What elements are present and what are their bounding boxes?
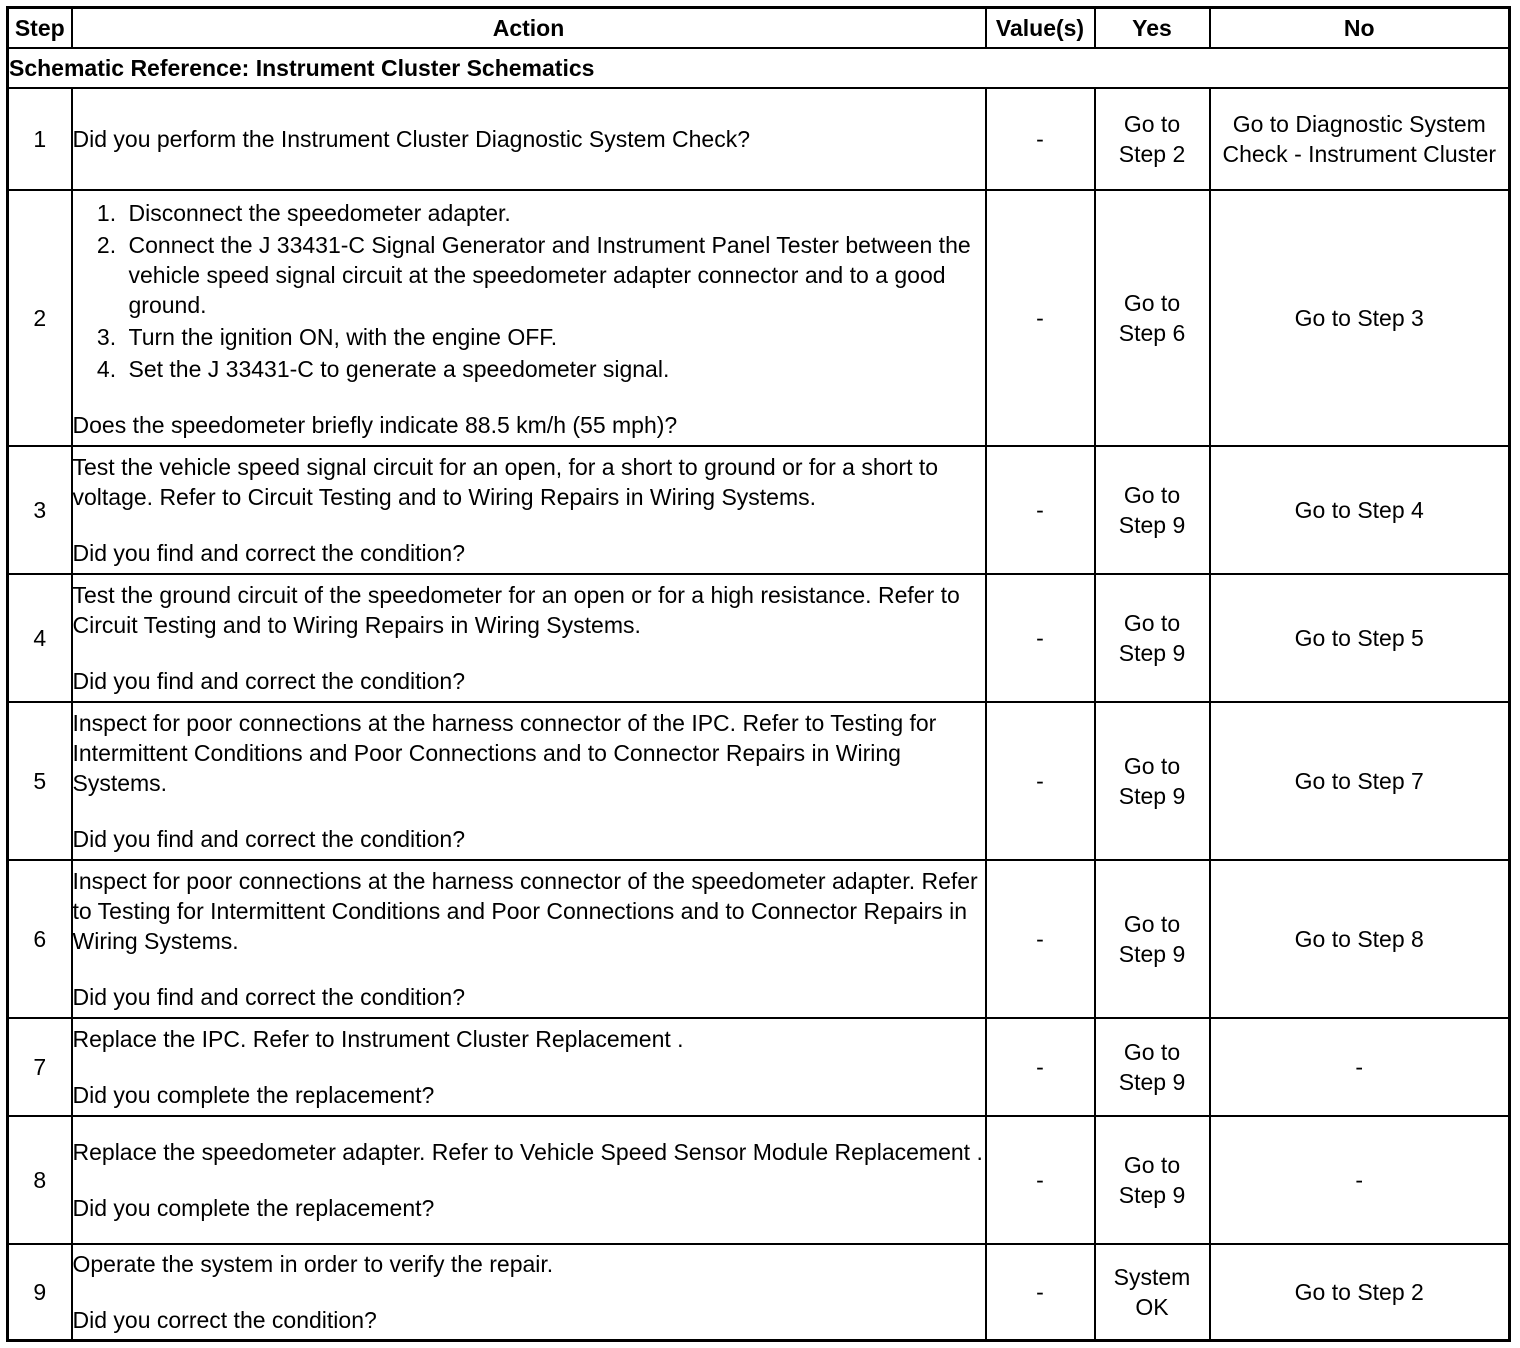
value-cell: - [986, 1244, 1095, 1340]
table-row [8, 860, 1510, 1018]
schematic-reference-row [8, 48, 1510, 88]
step-number: 3 [8, 446, 72, 574]
system-ok-text: System OK [1095, 1244, 1210, 1340]
table-row [8, 1116, 1510, 1244]
action-cell [72, 702, 986, 860]
action-text: Replace the speedometer adapter. Refer to Vehicle Speed Sensor Module Replacement . [72, 1139, 983, 1165]
schematic-reference: Schematic Reference: Instrument Cluster Schematics [8, 48, 1510, 88]
table-row [8, 574, 1510, 702]
action-cell [72, 446, 986, 574]
step-number: 2 [8, 190, 72, 446]
action-question: Did you complete the replacement? [72, 1195, 435, 1221]
action-cell [72, 860, 986, 1018]
action-question: Did you complete the replacement? [72, 1082, 435, 1108]
table-row [8, 1244, 1510, 1340]
header-values: Value(s) [986, 8, 1095, 49]
value-cell: - [986, 574, 1095, 702]
value-cell: - [986, 88, 1095, 190]
value-cell: - [986, 446, 1095, 574]
action-text: Operate the system in order to verify the repair. [72, 1250, 554, 1277]
action-cell [72, 1116, 986, 1244]
yes-link[interactable]: Go to Step 9 [1095, 446, 1210, 574]
diagnostic-table [6, 6, 1511, 1342]
substep-item: 4. Set the J 33431-C to generate a speedometer signal. [123, 354, 985, 384]
yes-link[interactable]: Go to Step 9 [1095, 1018, 1210, 1116]
no-link[interactable]: Go to Step 3 [1210, 190, 1510, 446]
yes-link[interactable]: Go to Step 9 [1095, 574, 1210, 702]
step-number: 6 [8, 860, 72, 1018]
value-cell: - [986, 702, 1095, 860]
substep-item: 2. Connect the J 33431-C Signal Generator and Instrument Panel Tester between the vehicle speed signal circuit at the speedometer adapter connector and to a good ground. [123, 230, 985, 320]
action-text: Inspect for poor connections at the harness connector of the speedometer adapter. Refer to Testing for Intermittent Conditions and Poor Connections and to Connector Repairs in Wiring Systems. [72, 868, 978, 954]
table-row [8, 1018, 1510, 1116]
action-question: Does the speedometer briefly indicate 88.5 km/h (55 mph)? [72, 412, 678, 438]
action-text: Replace the IPC. Refer to Instrument Cluster Replacement . [72, 1026, 684, 1052]
substep-item: 1. Disconnect the speedometer adapter. [123, 198, 985, 228]
action-text: Test the ground circuit of the speedometer for an open or for a high resistance. Refer to Circuit Testing and to Wiring Repairs in Wiring Systems. [72, 582, 960, 638]
substep-item: 3. Turn the ignition ON, with the engine OFF. [123, 322, 985, 352]
action-question: Did you correct the condition? [72, 1306, 377, 1333]
step-number: 8 [8, 1116, 72, 1244]
table-row [8, 702, 1510, 860]
action-question: Did you find and correct the condition? [72, 984, 466, 1010]
value-cell: - [986, 1116, 1095, 1244]
no-link[interactable]: Go to Step 7 [1210, 702, 1510, 860]
step-number: 4 [8, 574, 72, 702]
table-row [8, 446, 1510, 574]
header-no: No [1210, 8, 1510, 49]
step-number: 7 [8, 1018, 72, 1116]
action-cell [72, 574, 986, 702]
action-cell [72, 190, 986, 446]
table-row [8, 88, 1510, 190]
value-cell: - [986, 190, 1095, 446]
no-link[interactable]: Go to Step 8 [1210, 860, 1510, 1018]
yes-link[interactable]: Go to Step 2 [1095, 88, 1210, 190]
action-text: Test the vehicle speed signal circuit for an open, for a short to ground or for a short to voltage. Refer to Circuit Testing and to Wiring Repairs in Wiring Systems. [72, 454, 939, 510]
header-yes: Yes [1095, 8, 1210, 49]
step-number: 9 [8, 1244, 72, 1340]
action-cell [72, 88, 986, 190]
action-cell [72, 1018, 986, 1116]
action-question: Did you find and correct the condition? [72, 540, 466, 566]
no-link[interactable]: Go to Step 5 [1210, 574, 1510, 702]
table-row [8, 190, 1510, 446]
yes-link[interactable]: Go to Step 6 [1095, 190, 1210, 446]
action-text: Inspect for poor connections at the harness connector of the IPC. Refer to Testing for Intermittent Conditions and Poor Connections and to Connector Repairs in Wiring Systems. [72, 710, 937, 796]
no-link[interactable]: Go to Diagnostic System Check - Instrument Cluster [1210, 88, 1510, 190]
step-number: 1 [8, 88, 72, 190]
value-cell: - [986, 860, 1095, 1018]
yes-link[interactable]: Go to Step 9 [1095, 702, 1210, 860]
action-text: Did you perform the Instrument Cluster Diagnostic System Check? [72, 126, 750, 152]
header-action: Action [72, 8, 986, 49]
no-link[interactable]: Go to Step 2 [1210, 1244, 1510, 1340]
substep-list [73, 198, 985, 384]
header-row [8, 8, 1510, 49]
yes-link[interactable]: Go to Step 9 [1095, 1116, 1210, 1244]
no-link[interactable]: Go to Step 4 [1210, 446, 1510, 574]
action-cell [72, 1244, 986, 1340]
header-step: Step [8, 8, 72, 49]
action-question: Did you find and correct the condition? [72, 668, 466, 694]
no-link: - [1210, 1018, 1510, 1116]
value-cell: - [986, 1018, 1095, 1116]
step-number: 5 [8, 702, 72, 860]
yes-link[interactable]: Go to Step 9 [1095, 860, 1210, 1018]
action-question: Did you find and correct the condition? [72, 826, 466, 852]
no-link: - [1210, 1116, 1510, 1244]
